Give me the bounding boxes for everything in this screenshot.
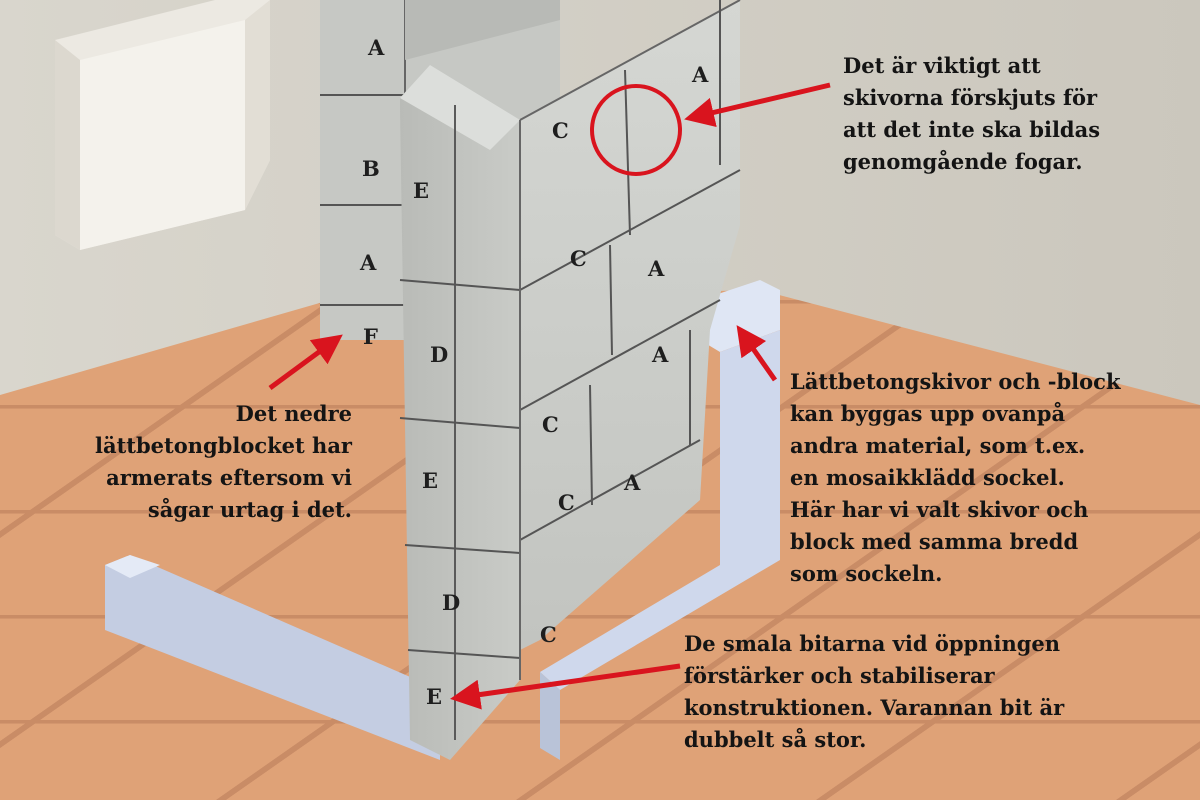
callout-on-socket	[790, 366, 1121, 590]
callout-narrow-pieces	[684, 628, 1064, 756]
callout-line: konstruktionen. Varannan bit är	[684, 695, 1065, 720]
label-end-3: E	[422, 468, 439, 493]
callout-line: genomgående fogar.	[843, 149, 1083, 174]
label-end-1: E	[413, 178, 430, 203]
callout-line: lättbetongblocket har	[94, 433, 352, 458]
callout-line: andra material, som t.ex.	[790, 433, 1086, 458]
callout-line: Det är viktigt att	[843, 53, 1041, 78]
callout-line: som sockeln.	[790, 561, 943, 586]
label-end-2: D	[430, 342, 449, 367]
callout-line: De smala bitarna vid öppningen	[684, 631, 1061, 656]
label-back-4: F	[363, 324, 378, 349]
label-end-5: E	[426, 684, 443, 709]
callout-line: Det nedre	[235, 401, 352, 426]
label-back-3: A	[360, 250, 377, 275]
end-face	[400, 65, 520, 760]
label-front-c-1: C	[552, 118, 569, 143]
label-front-c-3: C	[542, 412, 559, 437]
callout-line: block med samma bredd	[790, 529, 1079, 554]
label-front-a-3: A	[652, 342, 669, 367]
callout-line: att det inte ska bildas	[843, 117, 1101, 142]
callout-line: Här har vi valt skivor och	[790, 497, 1089, 522]
callout-line: dubbelt så stor.	[684, 727, 867, 752]
label-front-c-2: C	[570, 246, 587, 271]
callout-line: kan byggas upp ovanpå	[790, 401, 1066, 426]
callout-line: en mosaikklädd sockel.	[790, 465, 1065, 490]
callout-joint-offset	[843, 50, 1100, 178]
label-front-a-4: A	[624, 470, 641, 495]
callout-line: skivorna förskjuts för	[843, 85, 1098, 110]
label-end-4: D	[442, 590, 461, 615]
callout-line: förstärker och stabiliserar	[684, 663, 995, 688]
callout-line: sågar urtag i det.	[147, 497, 352, 522]
label-front-c-5: C	[540, 622, 557, 647]
label-front-a-2: A	[648, 256, 665, 281]
callout-bottom-block	[94, 398, 352, 526]
label-back-1: A	[368, 35, 385, 60]
callout-line: Lättbetongskivor och -block	[790, 369, 1121, 394]
label-back-2: B	[362, 156, 380, 181]
label-front-a-1: A	[692, 62, 709, 87]
callout-line: armerats eftersom vi	[106, 465, 352, 490]
label-front-c-4: C	[558, 490, 575, 515]
